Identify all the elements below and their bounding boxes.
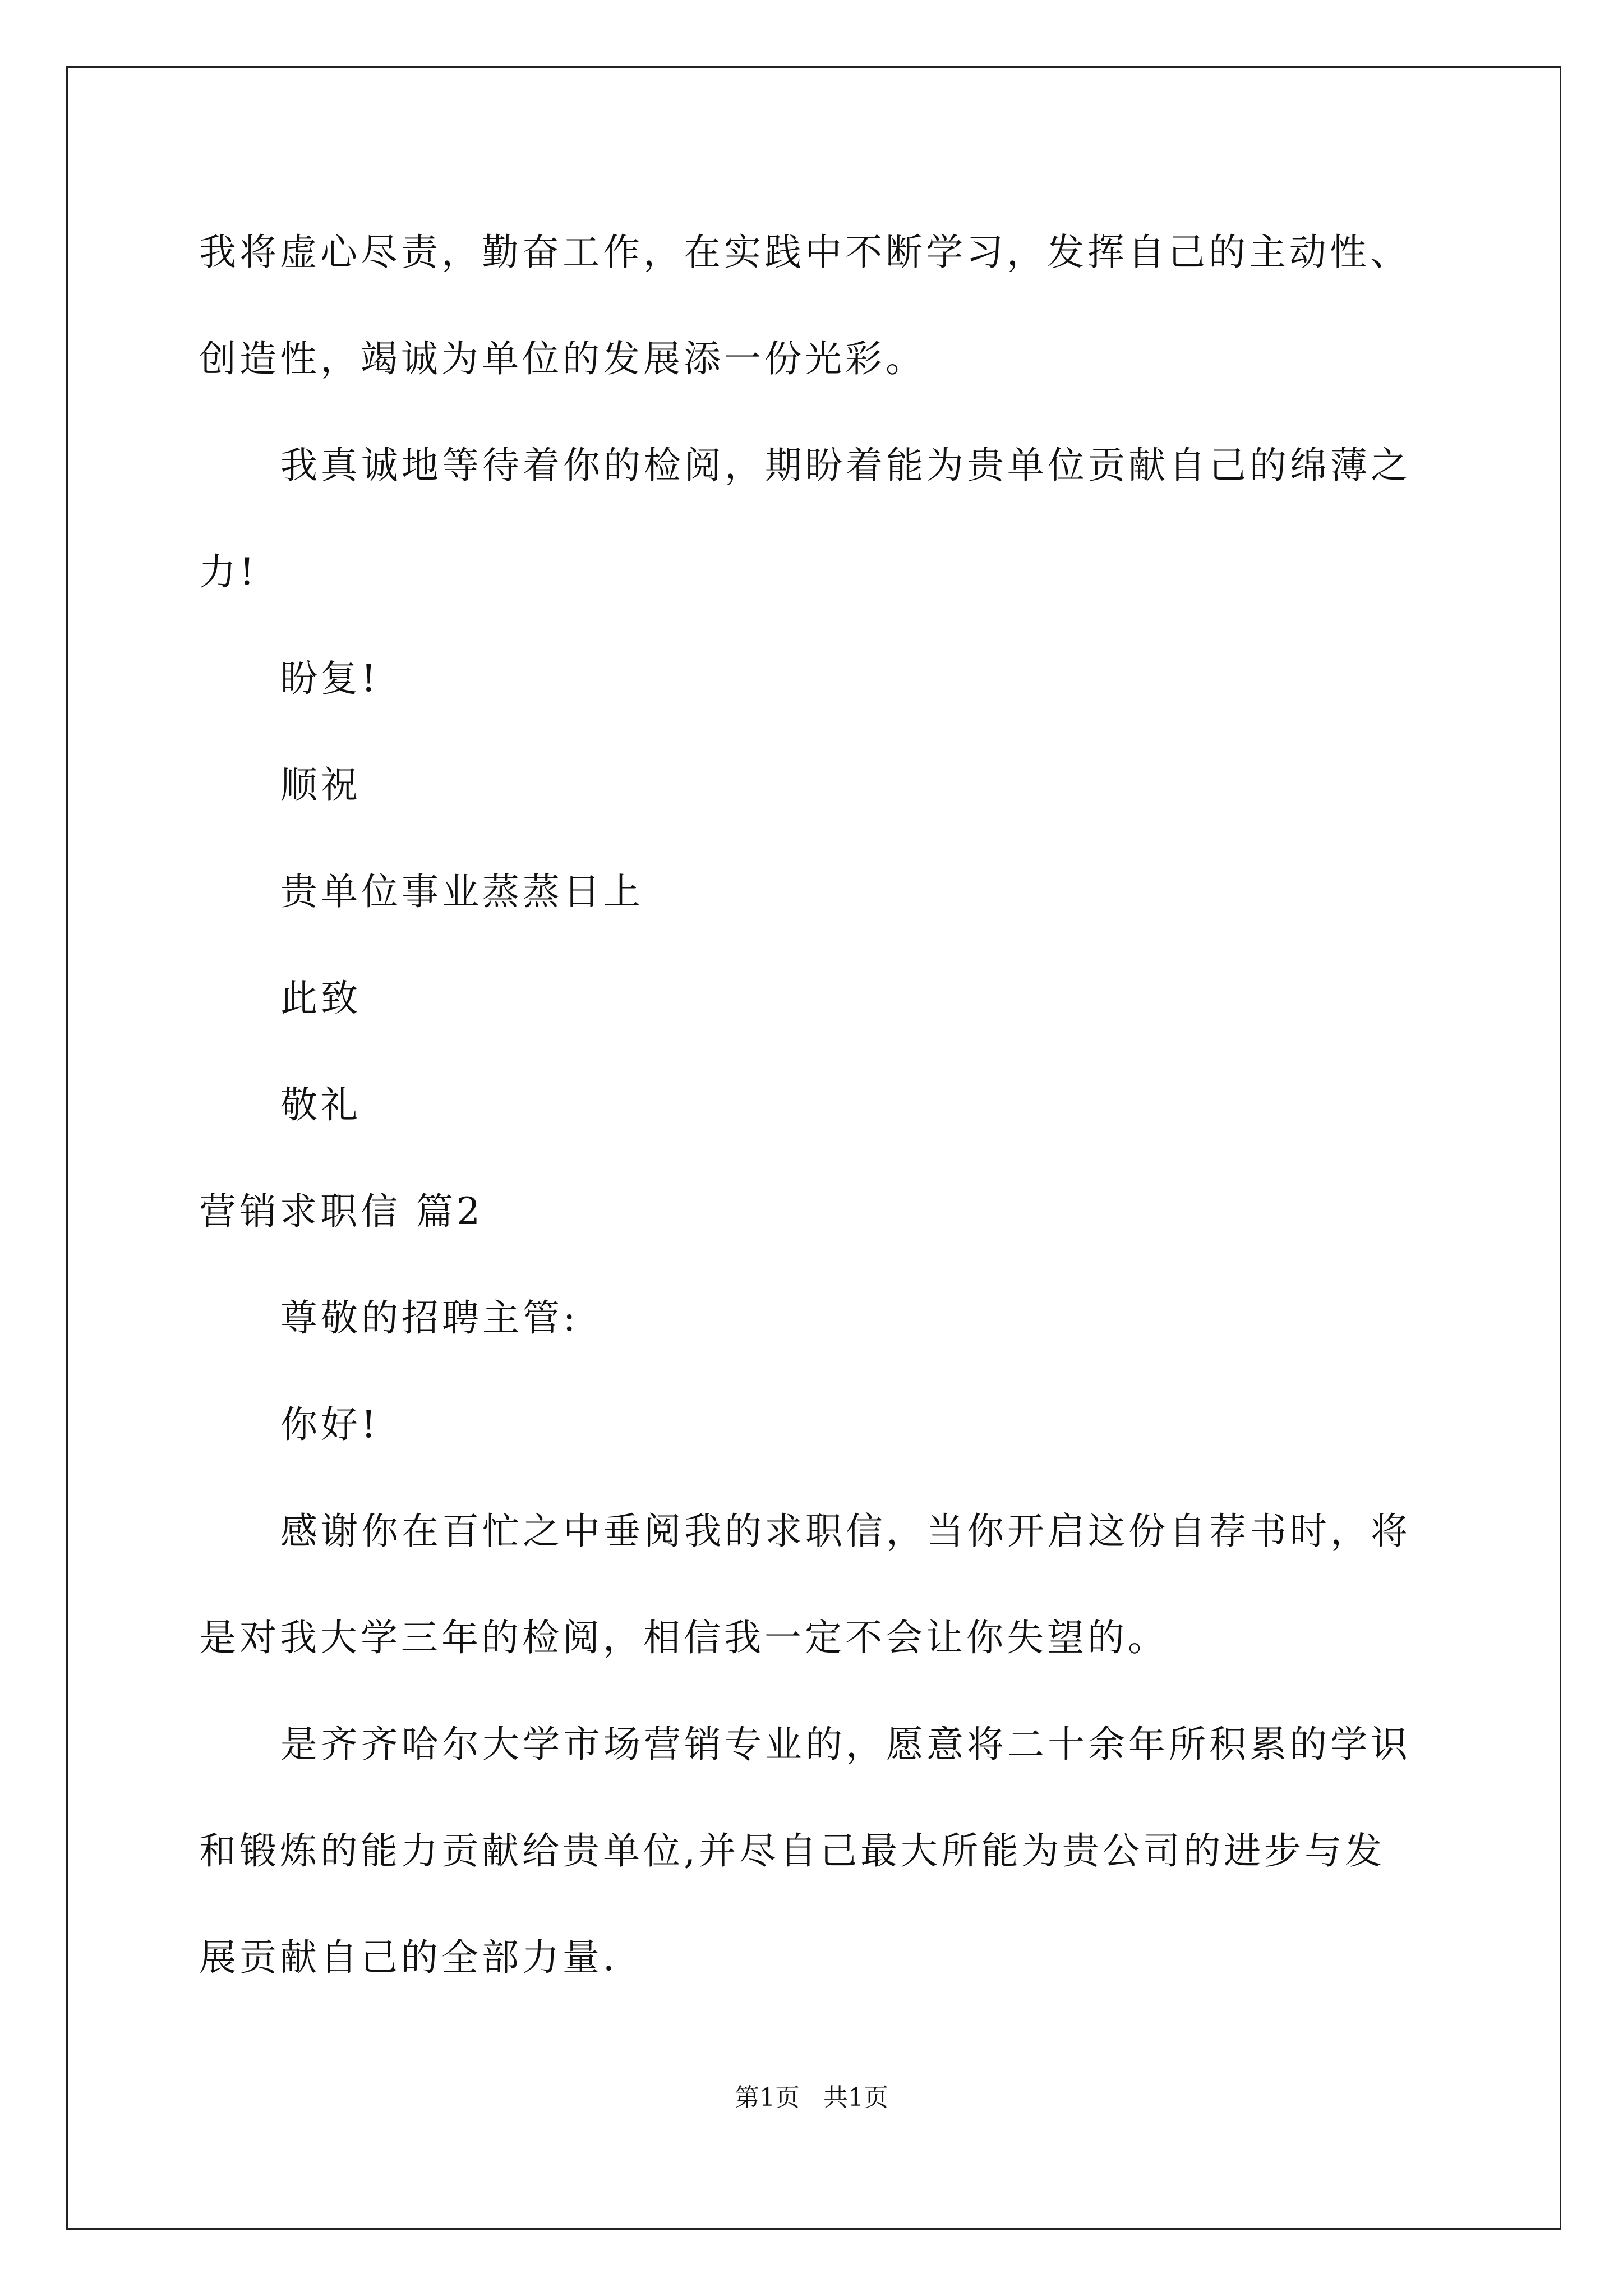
body-line: 我将虚心尽责，勤奋工作，在实践中不断学习，发挥自己的主动性、 bbox=[199, 231, 1410, 274]
body-line: 展贡献自己的全部力量. bbox=[199, 1936, 618, 1979]
closing-wish-line: 贵单位事业蒸蒸日上 bbox=[280, 870, 644, 913]
body-line: 是对我大学三年的检阅，相信我一定不会让你失望的。 bbox=[199, 1616, 1168, 1659]
closing-salutation: 此致 bbox=[280, 977, 361, 1020]
page-footer bbox=[0, 2081, 1623, 2115]
closing-regards: 敬礼 bbox=[280, 1083, 361, 1126]
closing-wish: 顺祝 bbox=[280, 763, 361, 807]
page-border bbox=[66, 66, 1561, 2230]
section-heading: 营销求职信 篇2 bbox=[199, 1190, 483, 1233]
body-line: 是齐齐哈尔大学市场营销专业的，愿意将二十余年所积累的学识 bbox=[280, 1723, 1411, 1766]
body-line: 创造性，竭诚为单位的发展添一份光彩。 bbox=[199, 337, 926, 380]
reply-request: 盼复! bbox=[280, 657, 380, 700]
page-number: 第1页 bbox=[735, 2083, 800, 2112]
greeting: 你好! bbox=[280, 1403, 380, 1446]
body-line: 和锻炼的能力贡献给贵单位,并尽自己最大所能为贵公司的进步与发 bbox=[199, 1829, 1385, 1872]
greeting-addressee: 尊敬的招聘主管: bbox=[280, 1296, 579, 1340]
body-line: 感谢你在百忙之中垂阅我的求职信，当你开启这份自荐书时，将 bbox=[280, 1510, 1411, 1553]
body-line: 力! bbox=[199, 550, 258, 593]
body-line: 我真诚地等待着你的检阅，期盼着能为贵单位贡献自己的绵薄之 bbox=[280, 444, 1411, 487]
page-total: 共1页 bbox=[823, 2083, 888, 2112]
